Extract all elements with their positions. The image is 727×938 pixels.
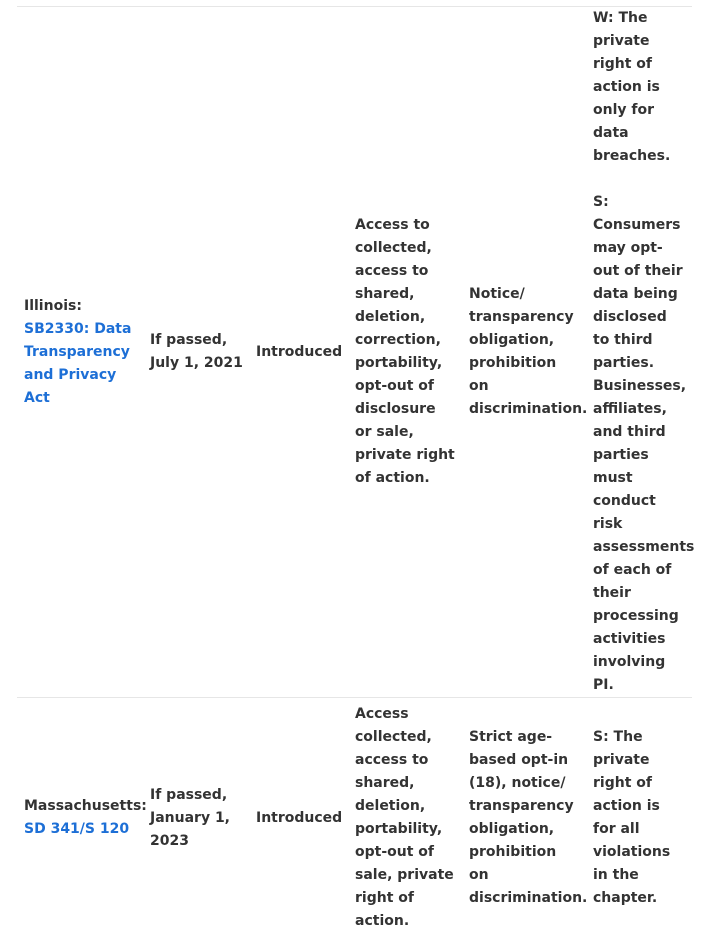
obligations-cell — [462, 7, 586, 698]
state-cell — [17, 7, 143, 698]
effective-date: If passed, January 1, 2023 — [143, 784, 249, 853]
status-text: Introduced — [249, 807, 348, 830]
bill-link[interactable]: SB2330: Data Transparency and Privacy Act — [24, 321, 131, 406]
obligations-text: Strict age-based opt-in (18), notice/ transparency obligation, prohibition on discrimination. — [462, 726, 586, 910]
notes-w-text: W: The private right of action is only for data breaches. — [593, 7, 686, 168]
notes-cell — [586, 698, 692, 938]
table-row — [17, 698, 692, 938]
effective-date-cell — [143, 698, 249, 938]
effective-date: If passed, July 1, 2021 — [143, 329, 249, 375]
rights-cell — [348, 698, 462, 938]
state-label: Massachusetts: — [24, 798, 147, 814]
rights-cell — [348, 7, 462, 698]
status-cell — [249, 698, 348, 938]
rights-text: Access to collected, access to shared, deletion, correction, portability, opt-out of disclosure or sale, private right of action. — [348, 214, 462, 490]
obligations-cell — [462, 698, 586, 938]
notes-cell — [586, 7, 692, 698]
notes-s-text: S: Consumers may opt-out of their data being disclosed to third parties. Businesses, affiliates, and third parties must conduct risk assessments of each of their processing activities involving PI. — [593, 191, 686, 697]
status-cell — [249, 7, 348, 698]
notes-s-text: S: The private right of action is for all violations in the chapter. — [593, 726, 686, 910]
state-label: Illinois: — [24, 298, 82, 314]
bill-link[interactable]: SD 341/S 120 — [24, 821, 129, 837]
state-cell — [17, 698, 143, 938]
rights-text: Access collected, access to shared, deletion, portability, opt-out of sale, private right of action. — [348, 703, 462, 933]
obligations-text: Notice/ transparency obligation, prohibition on discrimination. — [462, 283, 586, 421]
effective-date-cell — [143, 7, 249, 698]
status-text: Introduced — [249, 341, 348, 364]
privacy-bills-table — [17, 6, 692, 938]
table-row — [17, 7, 692, 698]
